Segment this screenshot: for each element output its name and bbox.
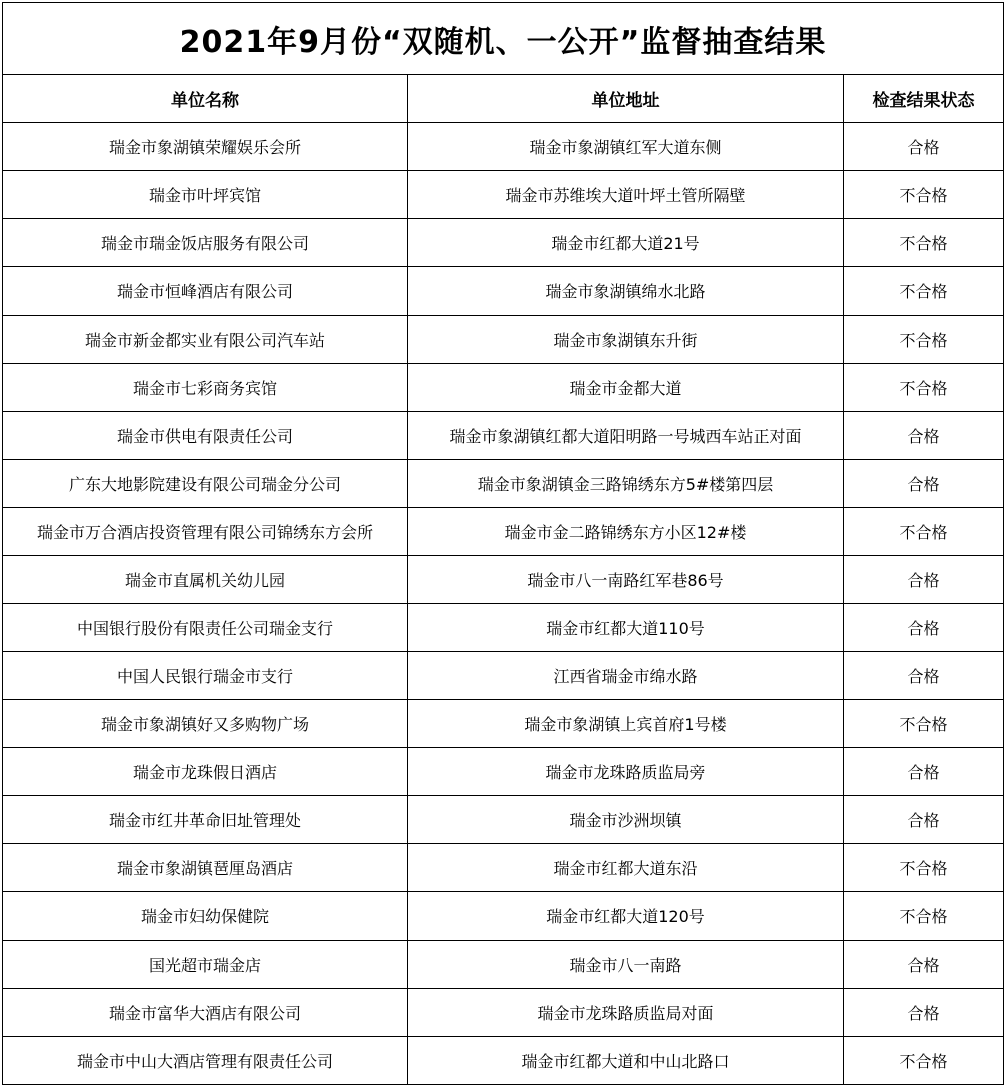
cell-unit-address: 瑞金市龙珠路质监局对面 [408,988,844,1036]
header-row [3,75,1004,123]
table-row [3,267,1004,315]
cell-unit-address: 瑞金市金都大道 [408,363,844,411]
cell-unit-address: 瑞金市象湖镇绵水北路 [408,267,844,315]
cell-unit-name: 国光超市瑞金店 [3,940,408,988]
table-row [3,507,1004,555]
header-unit-address: 单位地址 [408,75,844,123]
cell-unit-name: 瑞金市象湖镇好又多购物广场 [3,700,408,748]
cell-unit-address: 瑞金市红都大道和中山北路口 [408,1036,844,1084]
table-row [3,700,1004,748]
cell-unit-name: 瑞金市新金都实业有限公司汽车站 [3,315,408,363]
cell-result-status: 不合格 [844,1036,1004,1084]
cell-result-status: 不合格 [844,363,1004,411]
cell-unit-address: 瑞金市八一南路 [408,940,844,988]
cell-unit-address: 瑞金市金二路锦绣东方小区12#楼 [408,507,844,555]
cell-unit-name: 瑞金市叶坪宾馆 [3,171,408,219]
cell-unit-address: 瑞金市八一南路红军巷86号 [408,555,844,603]
table-row [3,171,1004,219]
page-title: 2021年9月份“双随机、一公开”监督抽查结果 [3,3,1004,75]
cell-result-status: 不合格 [844,315,1004,363]
cell-unit-name: 瑞金市供电有限责任公司 [3,411,408,459]
cell-result-status: 不合格 [844,219,1004,267]
cell-result-status: 合格 [844,796,1004,844]
cell-result-status: 不合格 [844,267,1004,315]
table-row [3,603,1004,651]
cell-result-status: 合格 [844,652,1004,700]
cell-unit-address: 瑞金市沙洲坝镇 [408,796,844,844]
table-row [3,123,1004,171]
cell-unit-name: 瑞金市象湖镇琶厘岛酒店 [3,844,408,892]
cell-unit-name: 瑞金市恒峰酒店有限公司 [3,267,408,315]
table-row [3,892,1004,940]
cell-result-status: 合格 [844,411,1004,459]
cell-result-status: 合格 [844,748,1004,796]
table-row [3,555,1004,603]
cell-result-status: 合格 [844,123,1004,171]
cell-result-status: 不合格 [844,844,1004,892]
cell-unit-address: 瑞金市红都大道东沿 [408,844,844,892]
cell-result-status: 合格 [844,603,1004,651]
table-row [3,315,1004,363]
cell-unit-address: 瑞金市象湖镇红军大道东侧 [408,123,844,171]
header-result-status: 检查结果状态 [844,75,1004,123]
cell-result-status: 合格 [844,940,1004,988]
cell-unit-address: 瑞金市象湖镇上宾首府1号楼 [408,700,844,748]
cell-unit-name: 瑞金市中山大酒店管理有限责任公司 [3,1036,408,1084]
cell-unit-address: 瑞金市红都大道110号 [408,603,844,651]
table-row [3,219,1004,267]
cell-unit-address: 瑞金市象湖镇金三路锦绣东方5#楼第四层 [408,459,844,507]
cell-result-status: 不合格 [844,700,1004,748]
table-row [3,363,1004,411]
cell-result-status: 不合格 [844,507,1004,555]
cell-unit-name: 瑞金市龙珠假日酒店 [3,748,408,796]
cell-unit-address: 瑞金市龙珠路质监局旁 [408,748,844,796]
title-row [3,3,1004,75]
cell-unit-name: 瑞金市瑞金饭店服务有限公司 [3,219,408,267]
cell-unit-name: 瑞金市妇幼保健院 [3,892,408,940]
cell-unit-name: 中国银行股份有限责任公司瑞金支行 [3,603,408,651]
cell-result-status: 合格 [844,555,1004,603]
table-row [3,411,1004,459]
table-row [3,748,1004,796]
results-table-body [3,3,1004,1085]
cell-result-status: 不合格 [844,171,1004,219]
cell-unit-name: 瑞金市象湖镇荣耀娱乐会所 [3,123,408,171]
cell-unit-address: 瑞金市红都大道21号 [408,219,844,267]
table-row [3,844,1004,892]
cell-unit-name: 广东大地影院建设有限公司瑞金分公司 [3,459,408,507]
cell-unit-name: 瑞金市直属机关幼儿园 [3,555,408,603]
cell-unit-name: 中国人民银行瑞金市支行 [3,652,408,700]
cell-unit-address: 江西省瑞金市绵水路 [408,652,844,700]
table-row [3,459,1004,507]
table-row [3,940,1004,988]
cell-result-status: 合格 [844,459,1004,507]
cell-unit-name: 瑞金市富华大酒店有限公司 [3,988,408,1036]
cell-result-status: 合格 [844,988,1004,1036]
table-row [3,652,1004,700]
table-row [3,796,1004,844]
cell-unit-address: 瑞金市红都大道120号 [408,892,844,940]
results-table [2,2,1004,1085]
cell-result-status: 不合格 [844,892,1004,940]
cell-unit-address: 瑞金市象湖镇红都大道阳明路一号城西车站正对面 [408,411,844,459]
table-row [3,1036,1004,1084]
header-unit-name: 单位名称 [3,75,408,123]
cell-unit-name: 瑞金市万合酒店投资管理有限公司锦绣东方会所 [3,507,408,555]
table-row [3,988,1004,1036]
cell-unit-address: 瑞金市苏维埃大道叶坪土管所隔壁 [408,171,844,219]
cell-unit-address: 瑞金市象湖镇东升街 [408,315,844,363]
cell-unit-name: 瑞金市七彩商务宾馆 [3,363,408,411]
cell-unit-name: 瑞金市红井革命旧址管理处 [3,796,408,844]
